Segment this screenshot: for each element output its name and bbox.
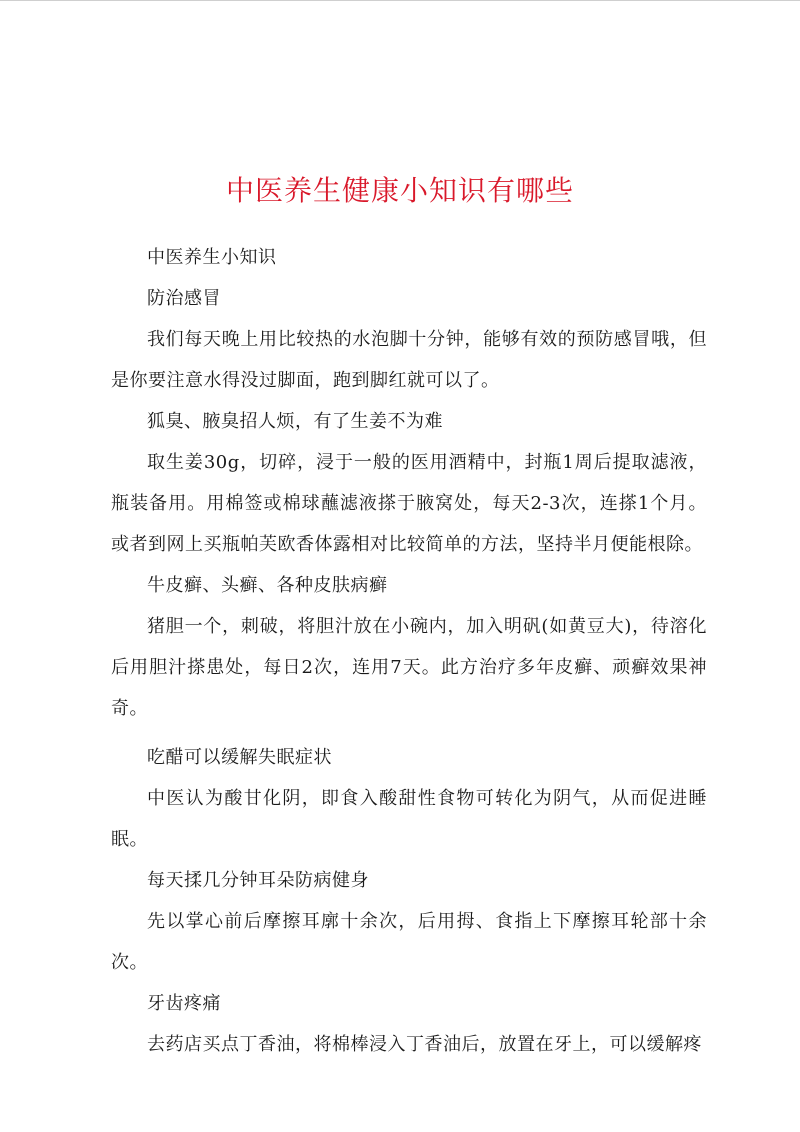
paragraph-insomnia-remedy: 中医认为酸甘化阴，即食入酸甜性食物可转化为阴气，从而促进睡眠。 [111, 788, 707, 850]
paragraph-cold-remedy: 我们每天晚上用比较热的水泡脚十分钟，能够有效的预防感冒哦，但是你要注意水得没过脚面，跑到脚红就可以了。 [111, 329, 707, 391]
paragraph-skin-remedy: 猪胆一个，刺破，将胆汁放在小碗内，加入明矾(如黄豆大)，待溶化后用胆汁搽患处，每日2次，连用7天。此方治疗多年皮癣、顽癣效果神奇。 [111, 616, 707, 719]
paragraph-tooth-remedy: 去药店买点丁香油，将棉棒浸入丁香油后，放置在牙上，可以缓解疼 [147, 1034, 702, 1055]
paragraph-subheading-skin: 牛皮癣、头癣、各种皮肤病癣 [147, 575, 388, 596]
paragraph-ear-remedy: 先以掌心前后摩擦耳廓十余次，后用拇、食指上下摩擦耳轮部十余次。 [111, 911, 707, 973]
paragraph-subheading-tooth: 牙齿疼痛 [147, 993, 221, 1014]
paragraph-odor-remedy: 取生姜30g，切碎，浸于一般的医用酒精中，封瓶1周后提取滤液，瓶装备用。用棉签或棉球蘸滤液搽于腋窝处，每天2-3次，连搽1个月。或者到网上买瓶帕芙欧香体露相对比较简单的方法，坚持半月便能根除。 [111, 452, 707, 555]
document-body [111, 237, 707, 1065]
paragraph-section-heading: 中医养生小知识 [147, 247, 277, 268]
page-title: 中医养生健康小知识有哪些 [225, 174, 574, 207]
paragraph-subheading-cold: 防治感冒 [147, 288, 221, 309]
paragraph-subheading-odor: 狐臭、腋臭招人烦，有了生姜不为难 [147, 411, 443, 432]
paragraph-subheading-ear: 每天揉几分钟耳朵防病健身 [147, 870, 369, 891]
paragraph-subheading-insomnia: 吃醋可以缓解失眠症状 [147, 747, 332, 768]
